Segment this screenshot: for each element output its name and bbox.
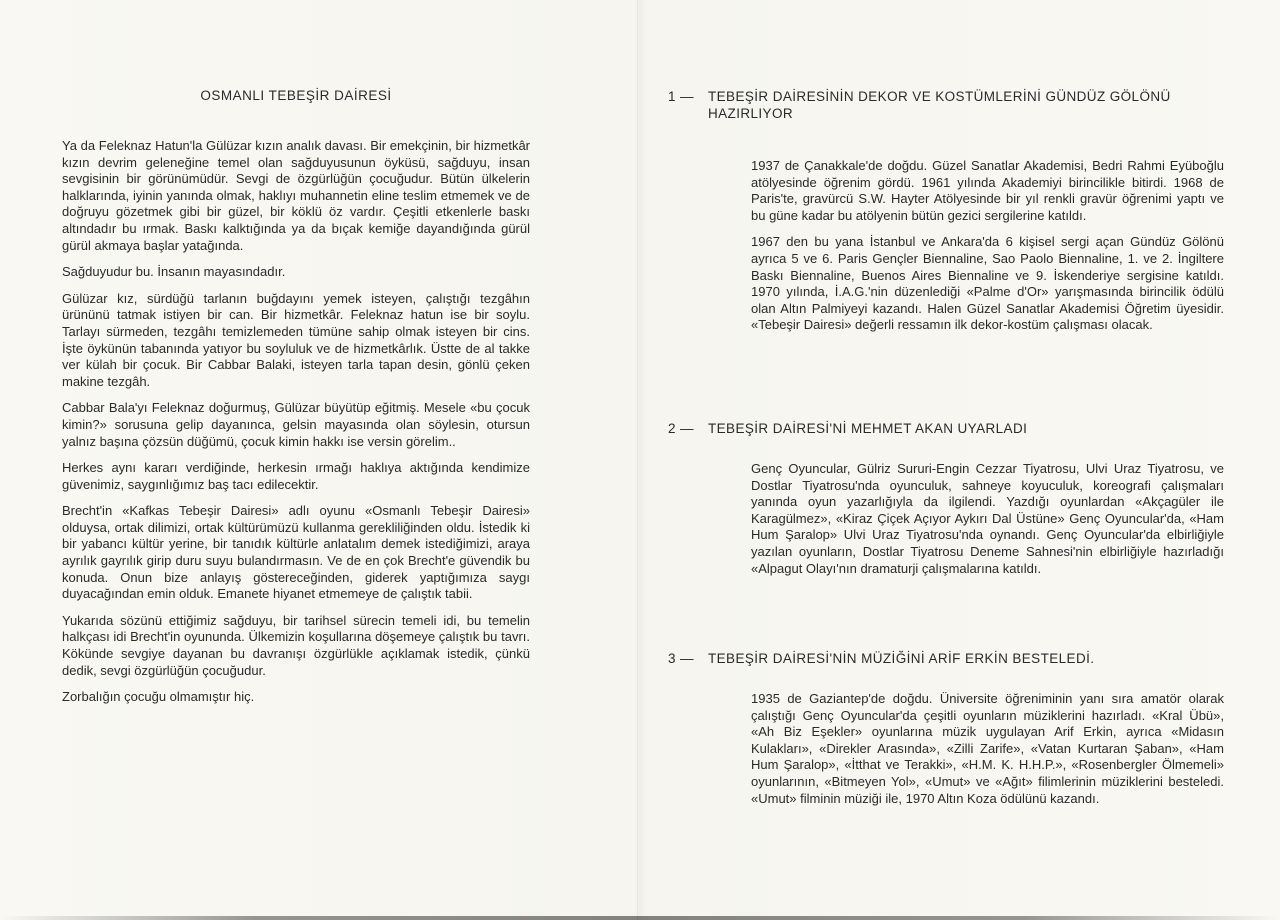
paragraph: Cabbar Bala'yı Feleknaz doğurmuş, Gülüzar büyütüp eğitmiş. Mesele «bu çocuk kimin?» sorusuna gelip dayanınca, gelsin mayasında olan söylesin, otursun yalnız başına çözsün düğümü, çocuk kimin hakkı ise versin görelim..: [62, 400, 530, 449]
section-title: TEBEŞİR DAİRESİ'Nİ MEHMET AKAN UYARLADI: [708, 421, 1028, 436]
left-page-title: OSMANLI TEBEŞİR DAİRESİ: [200, 88, 392, 103]
paragraph: 1967 den bu yana İstanbul ve Ankara'da 6 kişisel sergi açan Gündüz Gölönü ayrıca 5 ve 6. Paris Gençler Biennaline, Sao Paolo Biennaline, 1. ve 2. İngiltere Baskı Biennaline, Buenos Aires Biennaline ve 9. İskenderiye sergisine katıldı. 1970 yılında, İ.A.G.'nin düzenlediği «Palme d'Or» yarışmasında birincilik ödülü olan Altın Palmiyeyi kazandı. Halen Güzel Sanatlar Akademisi Öğretim üyesidir. «Tebeşir Dairesi» değerli ressamın ilk dekor-kostüm çalışması olacak.: [751, 234, 1224, 333]
paragraph: Ya da Feleknaz Hatun'la Gülüzar kızın analık davası. Bir emekçinin, bir hizmetkâr kızın devrim geleneğine temel olan sağduyusunun öyküsü, sağduyu, insan sevgisinin bir görünümüdür. Sevgi de özgürlüğün çocuğudur. Bütün ülkelerin halklarında, iyinin yanında olmak, haklıyı muhannetin eline teslim etmemek ve de doğruyu gözetmek gibi bir güzel, bir köklü öz vardır. Çeşitli etkenlerle baskı altındadır bu ırmak. Baskı kalktığında ya da bıçak kemiğe dayandığında gürül gürül akmaya başlar yatağında.: [62, 138, 530, 253]
section-body: [751, 691, 1224, 807]
section-title: TEBEŞİR DAİRESİNİN DEKOR VE KOSTÜMLERİNİ GÜNDÜZ GÖLÖNÜ HAZIRLIYOR: [708, 89, 1171, 121]
paragraph: Brecht'in «Kafkas Tebeşir Dairesi» adlı oyunu «Osmanlı Tebeşir Dairesi» olduysa, ortak dilimizi, ortak kültürümüzü kullanma gerekliliğinden oldu. İstedik ki bir yabancı kültür yerine, bir tanıdık kültürle anlatalım demek istediğimizi, araya ayrılık gayrılık girip duru suyu bulandırmasın. Ve de en çok Brecht'e güvendik bu konuda. Onun bize anlayış göstereceğinden, giderek yaptığımıza saygı duyacağından emin olduk. Emanete hiyanet etmemeye de çalıştık tabii.: [62, 503, 530, 602]
section-number: 2 —: [668, 421, 694, 436]
section-body: [751, 461, 1224, 577]
section-number: 3 —: [668, 651, 694, 666]
paragraph: Genç Oyuncular, Gülriz Sururi-Engin Cezzar Tiyatrosu, Ulvi Uraz Tiyatrosu, ve Dostlar Tiyatrosu'nda oyunculuk, sahneye koyuculuk, koreografi çalışmaları yanında oyun yazarlığıyla da ilgilendi. Yazdığı oyunlardan «Akçagüler ile Karagülmez», «Kiraz Çiçek Açıyor Aykırı Dal Üstüne» Genç Oyuncular'da, «Ham Hum Şaralop» Ulvi Uraz Tiyatrosu'nda oynandı. Genç Oyuncular'da elbirliğiyle yazılan oyunların, Dostlar Tiyatrosu Deneme Sahnesi'nin elbirliğiyle hazırladığı «Alpagut Olayı'nın dramaturji çalışmalarına katıldı.: [751, 461, 1224, 576]
section-heading: [668, 88, 1224, 122]
section-number: 1 —: [668, 89, 694, 104]
paragraph: Zorbalığın çocuğu olmamıştır hiç.: [62, 689, 255, 705]
paragraph: 1937 de Çanakkale'de doğdu. Güzel Sanatlar Akademisi, Bedri Rahmi Eyüboğlu atölyesinde öğrenim gördü. 1961 yılında Akademiyi birincilikle bitirdi. 1968 de Paris'te, gravürcü S.W. Hayter Atölyesinde bir yıl renkli gravür öğrenimi yaptı ve bu güne kadar bu atölyenin bütün gezici sergilerine katıldı.: [751, 158, 1224, 223]
section-music: [668, 650, 1224, 817]
paragraph: 1935 de Gaziantep'de doğdu. Üniversite öğreniminin yanı sıra amatör olarak çalıştığı Genç Oyuncular'da çeşitli oyunların müziklerini hazırladı. «Kral Übü», «Ah Biz Eşekler» oyunlarına müzik uygulayan Arif Erkin, ayrıca «Midasın Kulakları», «Direkler Arasında», «Zilli Zarife», «Vatan Kurtaran Şaban», «Ham Hum Şaralop», «İtthat ve Terakki», «H.M. K. H.H.P.», «Rosenbergler Ölmemeli» oyunlarının, «Bitmeyen Yol», «Umut» ve «Ağıt» filimlerinin müziklerini besteledi. «Umut» filminin müziği ile, 1970 Altın Koza ödülünü kazandı.: [751, 691, 1224, 806]
paragraph: Gülüzar kız, sürdüğü tarlanın buğdayını yemek isteyen, çalıştığı tezgâhın ürününü tatmak istiyen bir can. Bir hizmetkâr. Feleknaz hatun ise bir soylu. Tarlayı sürmeden, tezgâhı temizlemeden tümüne sahip olmak isteyen bir cins. İşte öykünün tabanında yatıyor bu soyluluk ve de hizmetkârlık. Üstte de al takke ver külah bir çocuk. Bir Cabbar Balaki, isteyen tarla tapan desin, gönlü çeken makine tezgâh.: [62, 290, 530, 389]
section-title: TEBEŞİR DAİRESİ'NİN MÜZİĞİNİ ARİF ERKİN BESTELEDİ.: [708, 651, 1095, 666]
section-heading: [668, 650, 1224, 667]
section-decor-costumes: [668, 88, 1224, 344]
section-heading: [668, 420, 1224, 437]
section-body: [751, 158, 1224, 334]
paragraph: Herkes aynı kararı verdiğinde, herkesin ırmağı haklıya aktığında kendimize güvenimiz, saygınlığımız baş tacı edilecektir.: [62, 460, 530, 492]
scan-bottom-edge: [0, 916, 1280, 920]
center-fold: [637, 0, 638, 920]
paragraph: Yukarıda sözünü ettiğimiz sağduyu, bir tarihsel sürecin temeli idi, bu temelin halkçası idi Brecht'in oyununda. Ülkemizin koşullarına döşemeye çalıştık bu tavrı. Kökünde sevgiye dayanan bu davranışı özgürlükle açıklamak istedik, çünkü dedik, sevgi özgürlüğün çocuğudur.: [62, 612, 530, 678]
paragraph: Sağduyudur bu. İnsanın mayasındadır.: [62, 264, 286, 280]
section-adaptation: [668, 420, 1224, 587]
left-page: [62, 88, 530, 716]
